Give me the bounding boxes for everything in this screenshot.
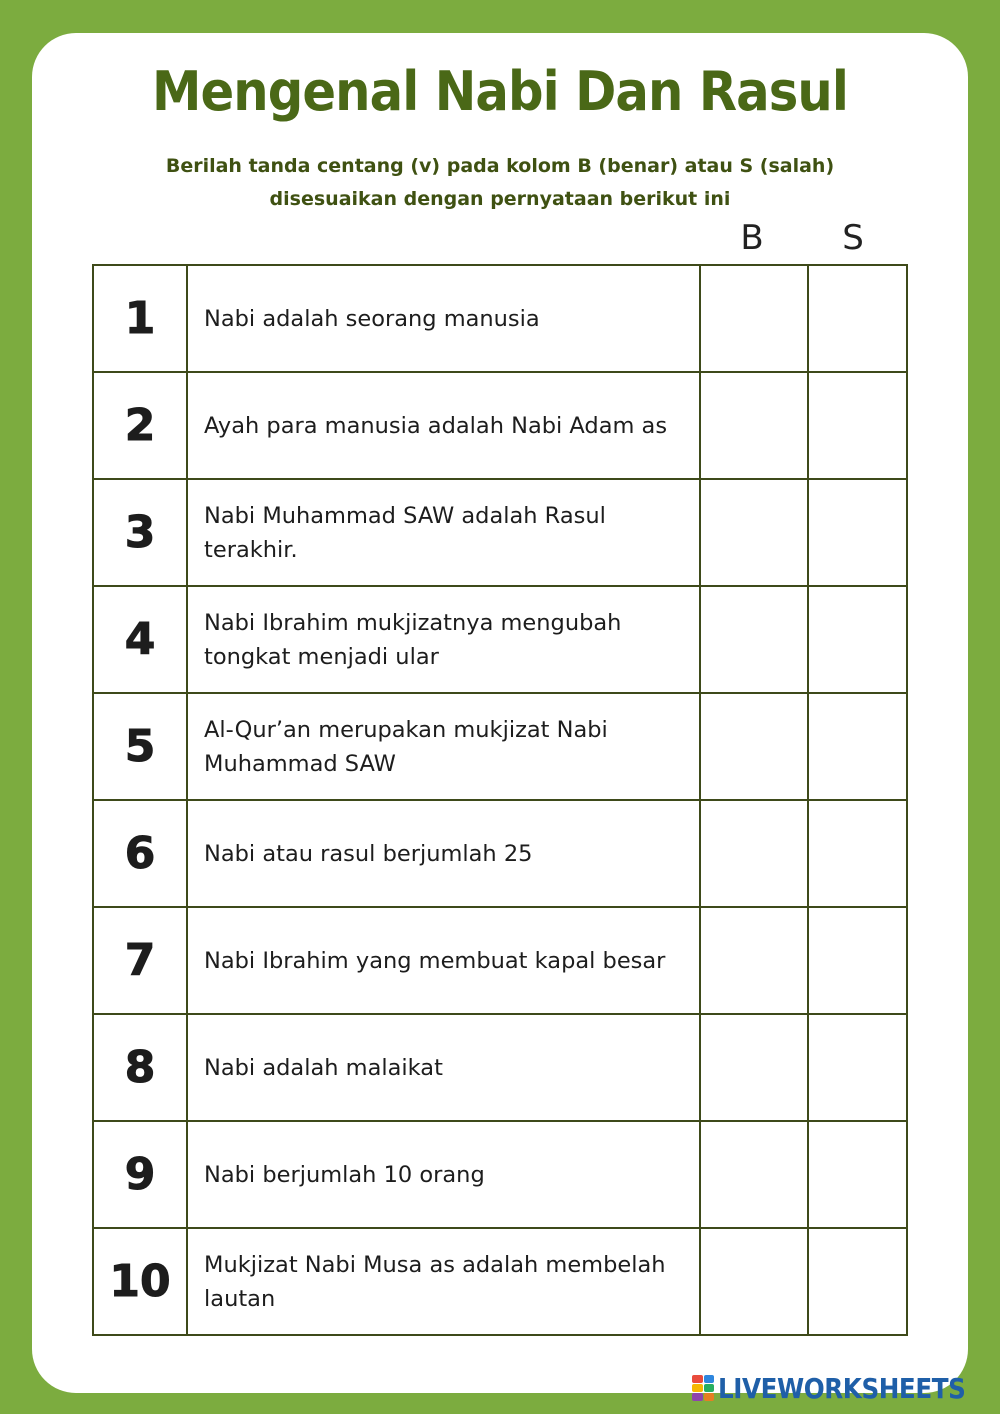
statement-text: Nabi atau rasul berjumlah 25 bbox=[187, 800, 700, 907]
table-row bbox=[93, 1121, 907, 1228]
logo-square bbox=[692, 1393, 703, 1401]
checkbox-benar[interactable] bbox=[700, 907, 808, 1014]
row-number: 2 bbox=[93, 372, 187, 479]
logo-square bbox=[692, 1384, 703, 1392]
table-row bbox=[93, 1228, 907, 1335]
checkbox-benar[interactable] bbox=[700, 265, 808, 372]
liveworksheets-brand bbox=[692, 1372, 999, 1404]
statement-text: Ayah para manusia adalah Nabi Adam as bbox=[187, 372, 700, 479]
statement-text: Nabi Ibrahim yang membuat kapal besar bbox=[187, 907, 700, 1014]
row-number: 3 bbox=[93, 479, 187, 586]
column-header-benar: B bbox=[740, 218, 764, 258]
checkbox-salah[interactable] bbox=[808, 1014, 907, 1121]
statement-text: Nabi adalah malaikat bbox=[187, 1014, 700, 1121]
row-number: 8 bbox=[93, 1014, 187, 1121]
checkbox-salah[interactable] bbox=[808, 265, 907, 372]
logo-square bbox=[704, 1375, 715, 1383]
statement-table bbox=[92, 264, 908, 1336]
table-row bbox=[93, 372, 907, 479]
statement-text: Nabi berjumlah 10 orang bbox=[187, 1121, 700, 1228]
checkbox-benar[interactable] bbox=[700, 479, 808, 586]
checkbox-benar[interactable] bbox=[700, 1121, 808, 1228]
row-number: 4 bbox=[93, 586, 187, 693]
table-row bbox=[93, 800, 907, 907]
logo-square bbox=[692, 1375, 703, 1383]
checkbox-salah[interactable] bbox=[808, 1228, 907, 1335]
statement-text: Al-Qur’an merupakan mukjizat Nabi Muhammad SAW bbox=[187, 693, 700, 800]
checkbox-salah[interactable] bbox=[808, 693, 907, 800]
checkbox-benar[interactable] bbox=[700, 693, 808, 800]
row-number: 10 bbox=[93, 1228, 187, 1335]
statement-text: Nabi adalah seorang manusia bbox=[187, 265, 700, 372]
row-number: 1 bbox=[93, 265, 187, 372]
row-number: 6 bbox=[93, 800, 187, 907]
table-row bbox=[93, 1014, 907, 1121]
page-title: Mengenal Nabi Dan Rasul bbox=[152, 60, 848, 123]
row-number: 5 bbox=[93, 693, 187, 800]
row-number: 9 bbox=[93, 1121, 187, 1228]
table-row bbox=[93, 586, 907, 693]
table-row bbox=[93, 265, 907, 372]
statement-text: Nabi Ibrahim mukjizatnya mengubah tongkat menjadi ular bbox=[187, 586, 700, 693]
logo-square bbox=[704, 1384, 715, 1392]
checkbox-benar[interactable] bbox=[700, 1228, 808, 1335]
table-row bbox=[93, 693, 907, 800]
checkbox-salah[interactable] bbox=[808, 372, 907, 479]
checkbox-benar[interactable] bbox=[700, 800, 808, 907]
instruction-line-1: Berilah tanda centang (v) pada kolom B (benar) atau S (salah) bbox=[165, 155, 835, 177]
instruction-line-2: disesuaikan dengan pernyataan berikut ini bbox=[269, 188, 731, 210]
checkbox-benar[interactable] bbox=[700, 372, 808, 479]
statement-text: Nabi Muhammad SAW adalah Rasul terakhir. bbox=[187, 479, 700, 586]
table-row bbox=[93, 907, 907, 1014]
table-row bbox=[93, 479, 907, 586]
checkbox-salah[interactable] bbox=[808, 907, 907, 1014]
checkbox-salah[interactable] bbox=[808, 586, 907, 693]
checkbox-salah[interactable] bbox=[808, 479, 907, 586]
brand-name: LIVEWORKSHEETS bbox=[718, 1371, 966, 1405]
statement-text: Mukjizat Nabi Musa as adalah membelah lautan bbox=[187, 1228, 700, 1335]
checkbox-benar[interactable] bbox=[700, 1014, 808, 1121]
liveworksheets-logo-icon bbox=[692, 1375, 714, 1401]
logo-square bbox=[704, 1393, 715, 1401]
checkbox-salah[interactable] bbox=[808, 800, 907, 907]
row-number: 7 bbox=[93, 907, 187, 1014]
checkbox-benar[interactable] bbox=[700, 586, 808, 693]
column-header-salah: S bbox=[842, 218, 864, 258]
checkbox-salah[interactable] bbox=[808, 1121, 907, 1228]
